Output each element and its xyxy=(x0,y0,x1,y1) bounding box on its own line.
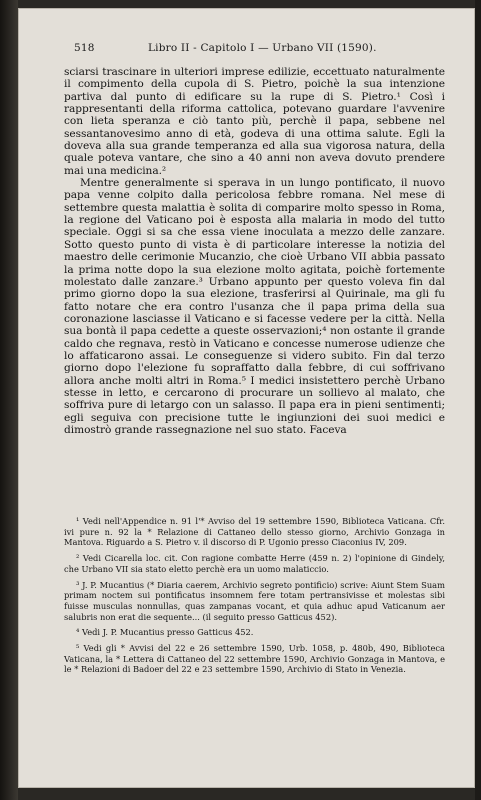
running-title: Libro II - Capitolo I — Urbano VII (1590). xyxy=(148,42,377,54)
footnote-5: ⁵ Vedi gli * Avvisi del 22 e 26 settembre 1590, Urb. 1058, p. 480b, 490, Biblioteca Vaticana, la * Lettera di Cattaneo del 22 settembre 1590, Archivio Gonzaga in Mantova, e le * Relazioni di Badoer del 22 e 23 settembre 1590, Archivio di Stato in Venezia. xyxy=(64,643,445,675)
book-spine-shadow xyxy=(0,0,18,800)
footnote-2: ² Vedi Cicarella loc. cit. Con ragione combatte Herre (459 n. 2) l'opinione di Gindely, che Urbano VII sia stato eletto perchè era un uomo malaticcio. xyxy=(64,553,445,574)
main-text xyxy=(64,66,445,436)
paragraph-1: sciarsi trascinare in ulteriori imprese edilizie, eccettuato naturalmente il compimento della cupola di S. Pietro, poichè la sua intenzione partiva dal punto di edificare su la rupe di S. Pietro.¹ Così i rappresentanti della riforma cattolica, potevano guardare l'avvenire con lieta speranza e ciò tanto più, perchè il papa, sebbene nel sessantanovesimo anno di età, godeva di una ottima salute. Egli la doveva alla sua grande temperanza ed alla sua vigorosa natura, della quale poteva vantare, che sino a 40 anni non aveva dovuto prendere mai una medicina.² xyxy=(64,66,445,177)
paragraph-2: Mentre generalmente si sperava in un lungo pontificato, il nuovo papa venne colpito dalla pericolosa febbre romana. Nel mese di settembre questa malattia è solita di comparire molto spesso in Roma, la regione del Vaticano poi è esposta alla malaria in modo del tutto speciale. Oggi si sa che essa viene inoculata a mezzo delle zanzare. Sotto questo punto di vista è di particolare interesse la notizia del maestro delle cerimonie Mucanzio, che cioè Urbano VII abbia passato la prima notte dopo la sua elezione molto agitata, poichè fortemente molestato dalle zanzare.³ Urbano appunto per questo voleva fin dal primo giorno dopo la sua elezione, trasferirsi al Quirinale, ma gli fu fatto notare che era contro l'usanza che il papa prima della sua coronazione lasciasse il Vaticano e si facesse vedere per la città. Nella sua bontà il papa cedette a queste osservazioni;⁴ non ostante il grande caldo che regnava, restò in Vaticano e concesse numerose udienze che lo affaticarono assai. Le conseguenze si videro subito. Fin dal terzo giorno dopo l'elezione fu sopraffatto dalla febbre, di cui soffrivano allora anche molti altri in Roma.⁵ I medici insistettero perchè Urbano stesse in letto, e cercarono di procurare un sollievo al malato, che soffriva pure di letargo con un salasso. Il papa era in pieni sentimenti; egli seguiva con precisione tutte le ingiunzioni dei suoi medici e dimostrò grande rassegnazione nel suo stato. Faceva xyxy=(64,177,445,436)
footnotes xyxy=(64,516,445,680)
footnote-1: ¹ Vedi nell'Appendice n. 91 l'* Avviso del 19 settembre 1590, Biblioteca Vaticana. Cfr. ivi pure n. 92 la * Relazione di Cattaneo dello stesso giorno, Archivio Gonzaga in Mantova. Riguardo a S. Pietro v. il discorso di P. Ugonio presso Ciaconius IV, 209. xyxy=(64,516,445,548)
footnote-3: ³ J. P. Mucantius (* Diaria caerem, Archivio segreto pontificio) scrive: Aiunt Stem Suam primam noctem sui pontificatus insomnem fere totam pertransivisse et molestas sibi fuisse musculas nonnullas, quas zampanas vocant, et quia adhuc apud Vaticanum aer salubris non erat die sequente... (il seguito presso Gatticus 452). xyxy=(64,579,445,622)
page-edge-shadow xyxy=(475,0,481,800)
footnote-4: ⁴ Vedi J. P. Mucantius presso Gatticus 452. xyxy=(76,627,254,638)
page-number: 518 xyxy=(74,42,95,54)
